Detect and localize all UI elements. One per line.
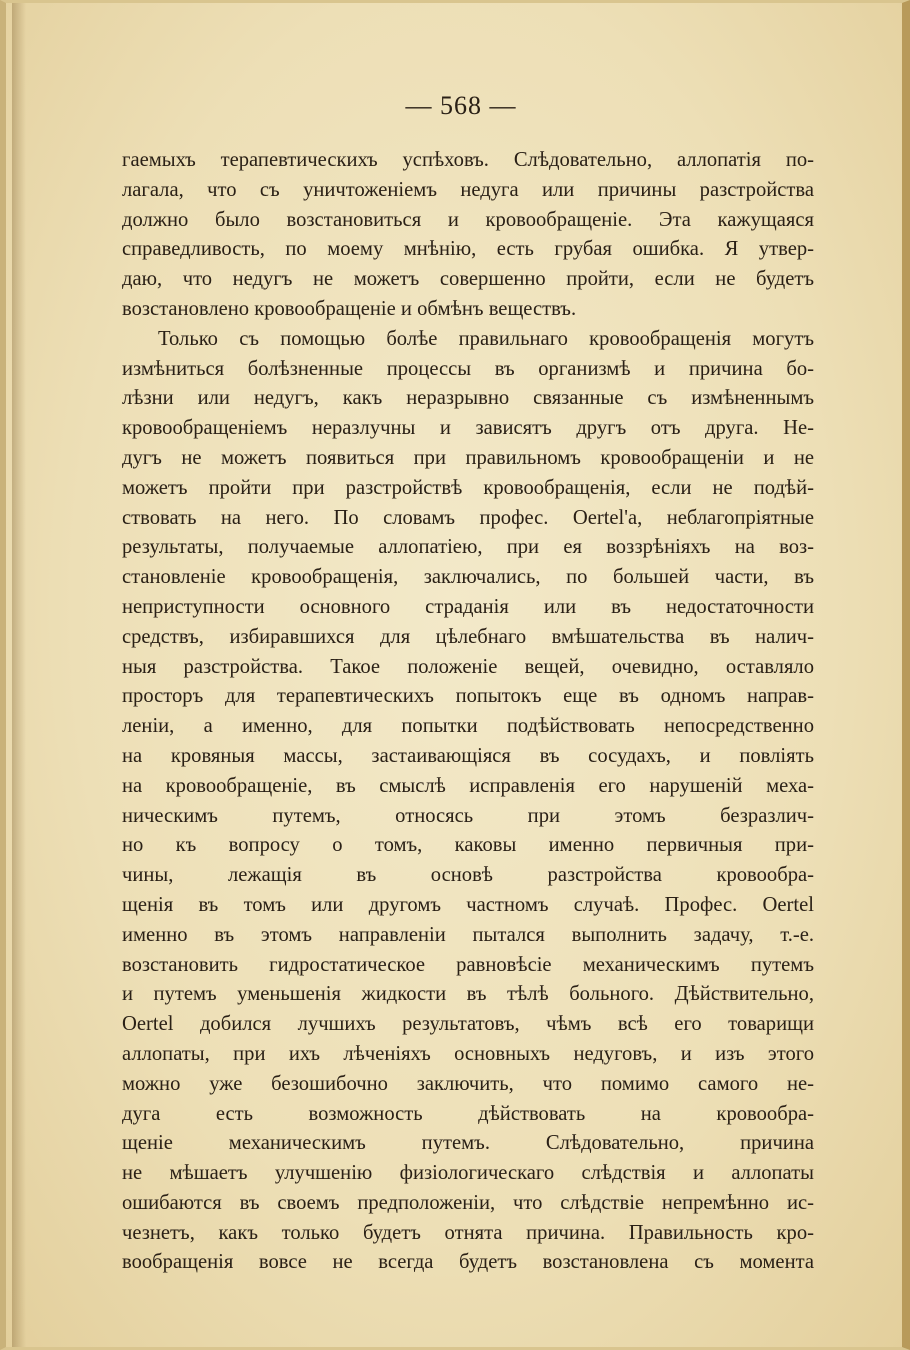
text-line: не мѣшаетъ улучшенію физіологическаго слѣдствія и аллопаты	[122, 1162, 814, 1185]
text-line: гаемыхъ терапевтическихъ успѣховъ. Слѣдовательно, аллопатія по-	[122, 149, 814, 171]
binding-shadow	[12, 3, 26, 1347]
text-line: ствовать на него. По словамъ профес. Oertel'а, неблагопріятные	[122, 506, 814, 529]
text-line: справедливость, по моему мнѣнію, есть грубая ошибка. Я утвер-	[122, 238, 814, 261]
text-line: возстановить гидростатическое равновѣсіе механическимъ путемъ	[122, 953, 814, 976]
text-line: дуга есть возможность дѣйствовать на кровообра-	[122, 1102, 814, 1125]
text-line: результаты, получаемые аллопатіею, при ея воззрѣніяхъ на воз-	[122, 536, 814, 559]
text-line: неприступности основного страданія или въ недостаточности	[122, 595, 814, 618]
text-line: ошибаются въ своемъ предположеніи, что слѣдствіе непремѣнно ис-	[122, 1191, 814, 1214]
text-line: возстановлено кровообращеніе и обмѣнъ веществъ.	[122, 297, 577, 320]
text-line: средствъ, избиравшихся для цѣлебнаго вмѣшательства въ налич-	[122, 625, 814, 648]
text-line: именно въ этомъ направленіи пытался выполнить задачу, т.-е.	[122, 923, 814, 946]
text-line: можетъ пройти при разстройствѣ кровообращенія, если не подѣй-	[122, 476, 814, 499]
text-line: леніи, а именно, для попытки подѣйствовать непосредственно	[122, 715, 814, 738]
text-line: щеніе механическимъ путемъ. Слѣдовательно, причина	[122, 1132, 814, 1155]
text-line: чезнетъ, какъ только будетъ отнята причина. Правильность кро-	[122, 1221, 814, 1244]
text-line: и путемъ уменьшенія жидкости въ тѣлѣ больного. Дѣйствительно,	[122, 983, 814, 1006]
text-line: лагала, что съ уничтоженіемъ недуга или причины разстройства	[122, 178, 814, 201]
text-line: аллопаты, при ихъ лѣченіяхъ основныхъ недуговъ, и изъ этого	[122, 1042, 814, 1065]
text-line: можно уже безошибочно заключить, что помимо самого не-	[122, 1072, 814, 1095]
text-line: чины, лежащія въ основѣ разстройства кровообра-	[122, 864, 814, 887]
text-line: на кровообращеніе, въ смыслѣ исправленія его нарушеній меха-	[122, 774, 814, 797]
text-line: даю, что недугъ не можетъ совершенно пройти, если не будетъ	[122, 268, 814, 291]
text-line: щенія въ томъ или другомъ частномъ случаѣ. Профес. Oertel	[122, 893, 814, 916]
body-text	[122, 146, 814, 1278]
text-line: ныя разстройства. Такое положеніе вещей, очевидно, оставляло	[122, 655, 814, 678]
text-line: ническимъ путемъ, относясь при этомъ безразлич-	[122, 804, 814, 827]
text-line: должно было возстановиться и кровообращеніе. Эта кажущаяся	[122, 208, 814, 231]
text-line: но къ вопросу о томъ, каковы именно первичныя при-	[122, 834, 814, 857]
page-number: — 568 —	[405, 91, 517, 120]
text-line: Oertel добился лучшихъ результатовъ, чѣмъ всѣ его товарищи	[122, 1013, 814, 1036]
text-line: становленіе кровообращенія, заключались, по большей части, въ	[122, 566, 814, 589]
text-line: просторъ для терапевтическихъ попытокъ еще въ одномъ направ-	[122, 685, 814, 708]
text-line: Только съ помощью болѣе правильнаго кровообращенія могутъ	[158, 327, 814, 350]
text-line: измѣниться болѣзненные процессы въ организмѣ и причина бо-	[122, 357, 814, 380]
text-line: вообращенія вовсе не всегда будетъ возстановлена съ момента	[122, 1251, 814, 1274]
text-line: кровообращеніемъ неразлучны и зависятъ другъ отъ друга. Не-	[122, 417, 814, 440]
text-line: лѣзни или недугъ, какъ неразрывно связанные съ измѣненнымъ	[122, 387, 814, 410]
text-line: на кровяныя массы, застаивающіяся въ сосудахъ, и повліять	[122, 744, 814, 767]
text-line: дугъ не можетъ появиться при правильномъ кровообращеніи и не	[122, 446, 814, 469]
